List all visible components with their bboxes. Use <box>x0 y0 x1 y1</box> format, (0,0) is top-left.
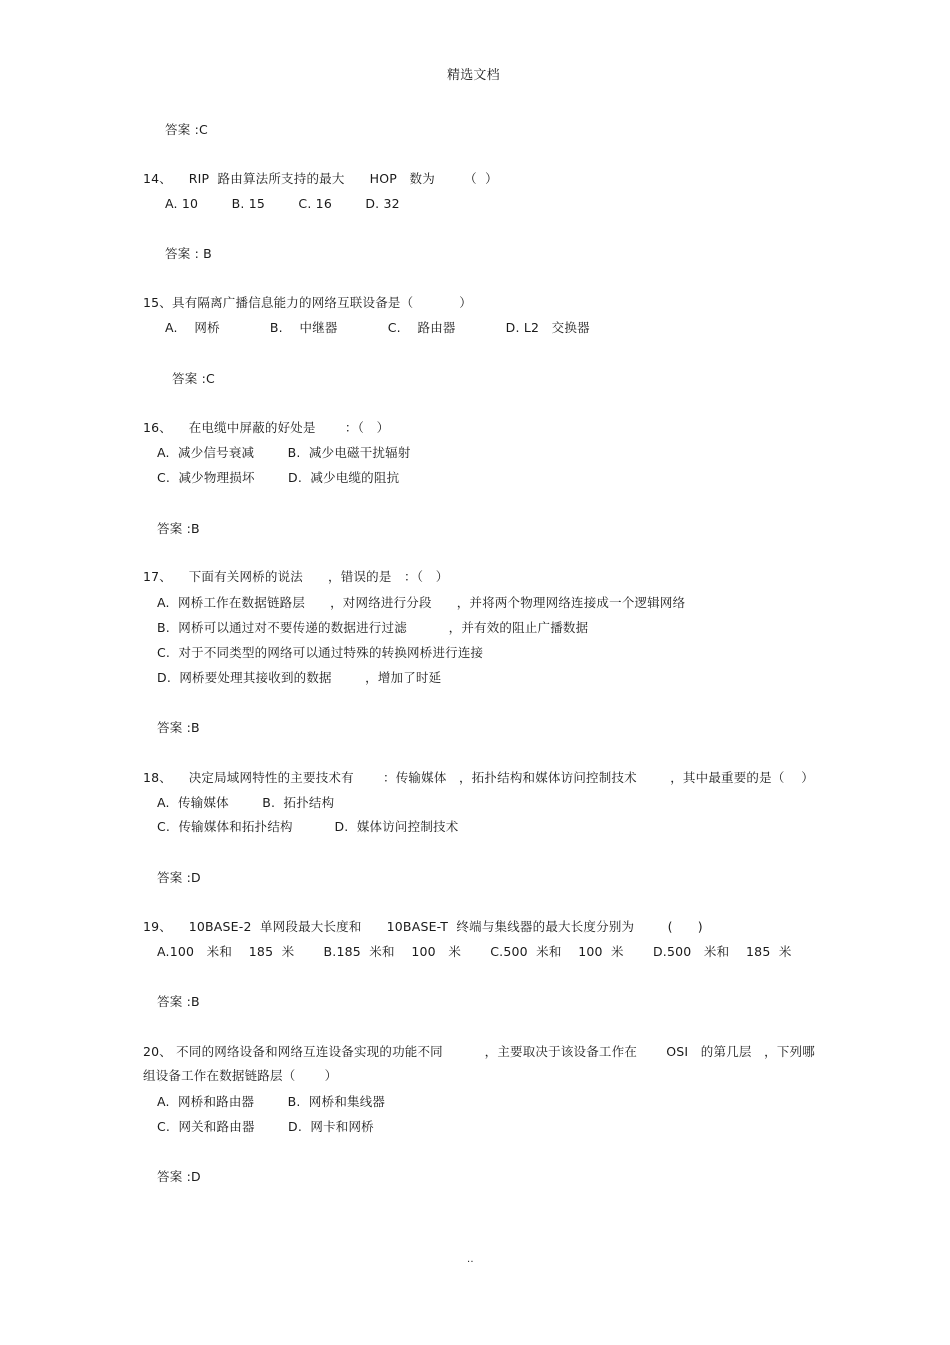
question-20-stem-line-1: 20、 不同的网络设备和网络互连设备实现的功能不同 ，主要取决于该设备工作在 OSI 的第几层 ，下列哪 <box>143 1044 815 1059</box>
question-17-option-a: A. 网桥工作在数据链路层 ，对网络进行分段 ，并将两个物理网络连接成一个逻辑网络 <box>157 595 686 610</box>
question-17-option-c: C. 对于不同类型的网络可以通过特殊的转换网桥进行连接 <box>157 645 484 660</box>
question-16-option-row-1: A. 减少信号衰减 B. 减少电磁干扰辐射 <box>157 445 411 460</box>
question-17-option-d: D. 网桥要处理其接收到的数据 ，增加了时延 <box>157 670 442 685</box>
question-15-stem: 15、具有隔离广播信息能力的网络互联设备是（ ） <box>143 295 472 310</box>
question-16-stem: 16、 在电缆中屏蔽的好处是 ：（ ） <box>143 420 390 435</box>
answer-q13: 答案 :C <box>165 122 208 137</box>
question-20-option-row-1: A. 网桥和路由器 B. 网桥和集线器 <box>157 1094 386 1109</box>
page-footer-mark: .. <box>467 1254 474 1265</box>
question-14-stem: 14、 RIP 路由算法所支持的最大 HOP 数为 （ ） <box>143 171 498 186</box>
question-15-options: A. 网桥 B. 中继器 C. 路由器 D. L2 交换器 <box>165 320 590 335</box>
answer-q16: 答案 :B <box>157 521 200 536</box>
question-19-options: A.100 米和 185 米 B.185 米和 100 米 C.500 米和 100 米 D.500 米和 185 米 <box>157 944 792 959</box>
page-header-title: 精选文档 <box>447 68 500 83</box>
question-20-option-row-2: C. 网关和路由器 D. 网卡和网桥 <box>157 1119 374 1134</box>
question-17-stem: 17、 下面有关网桥的说法 ，错误的是 ：（ ） <box>143 569 449 584</box>
question-19-stem: 19、 10BASE-2 单网段最大长度和 10BASE-T 终端与集线器的最大长度分别为 ( ) <box>143 919 703 934</box>
question-20-stem-line-2: 组设备工作在数据链路层（ ） <box>143 1068 338 1083</box>
question-16-option-row-2: C. 减少物理损坏 D. 减少电缆的阻抗 <box>157 470 400 485</box>
answer-q20: 答案 :D <box>157 1169 201 1184</box>
question-14-options: A. 10 B. 15 C. 16 D. 32 <box>165 196 400 211</box>
question-17-option-b: B. 网桥可以通过对不要传递的数据进行过滤 ，并有效的阻止广播数据 <box>157 620 589 635</box>
answer-q17: 答案 :B <box>157 720 200 735</box>
question-18-option-row-1: A. 传输媒体 B. 拓扑结构 <box>157 795 335 810</box>
answer-q18: 答案 :D <box>157 870 201 885</box>
answer-q19: 答案 :B <box>157 994 200 1009</box>
answer-q15: 答案 :C <box>172 371 215 386</box>
answer-q14: 答案 : B <box>165 246 212 261</box>
question-18-stem: 18、 决定局域网特性的主要技术有 ：传输媒体 ，拓扑结构和媒体访问控制技术 ，其中最重要的是（ ） <box>143 770 814 785</box>
question-18-option-row-2: C. 传输媒体和拓扑结构 D. 媒体访问控制技术 <box>157 819 459 834</box>
